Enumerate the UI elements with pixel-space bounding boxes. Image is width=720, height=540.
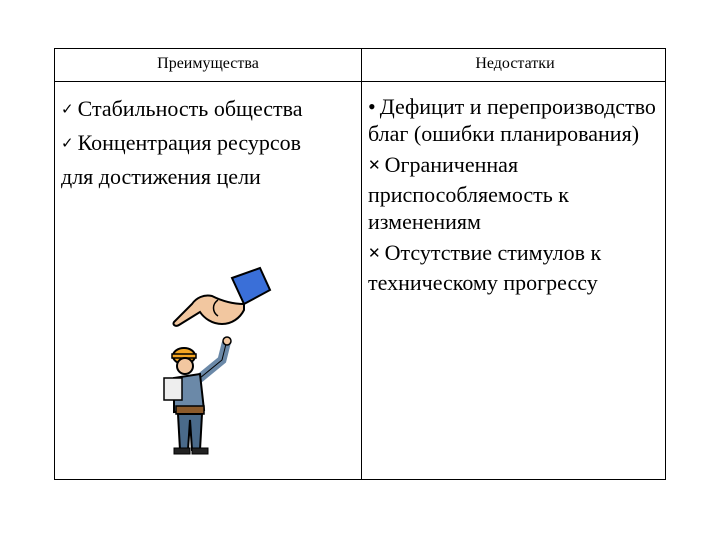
header-disadvantages: Недостатки: [475, 55, 555, 72]
disadvantage-item: [368, 151, 664, 235]
giant-hand-icon: [173, 268, 270, 326]
advantages-column: [61, 93, 359, 192]
header-advantages: Преимущества: [157, 55, 259, 72]
cross-icon: ✕: [368, 156, 381, 174]
check-icon: ✓: [61, 100, 74, 118]
disadvantage-text: Дефицит и перепроизводство благ (ошибки планирования): [368, 94, 656, 146]
header-divider: [55, 81, 665, 82]
advantage-text: Стабильность общества: [77, 96, 303, 121]
advantage-text: Концентрация ресурсов: [77, 130, 301, 155]
advantage-item: [61, 161, 359, 192]
advantage-text: для достижения цели: [61, 164, 261, 189]
worker-icon: [164, 337, 231, 454]
advantage-item: [61, 127, 359, 161]
advantage-item: [61, 93, 359, 127]
bullet-dot-icon: •: [368, 94, 376, 119]
cross-icon: ✕: [368, 244, 381, 262]
disadvantage-text: Ограниченная приспособляемость к изменениям: [368, 152, 569, 234]
disadvantages-column: [368, 93, 664, 300]
disadvantage-item: [368, 239, 664, 296]
worker-pointing-up-with-giant-hand-icon: [160, 260, 280, 460]
column-divider: [361, 49, 362, 479]
disadvantage-item: [368, 93, 664, 147]
comparison-table: [54, 48, 666, 480]
disadvantage-text: Отсутствие стимулов к техническому прогрессу: [368, 240, 602, 295]
check-icon: ✓: [61, 134, 74, 152]
